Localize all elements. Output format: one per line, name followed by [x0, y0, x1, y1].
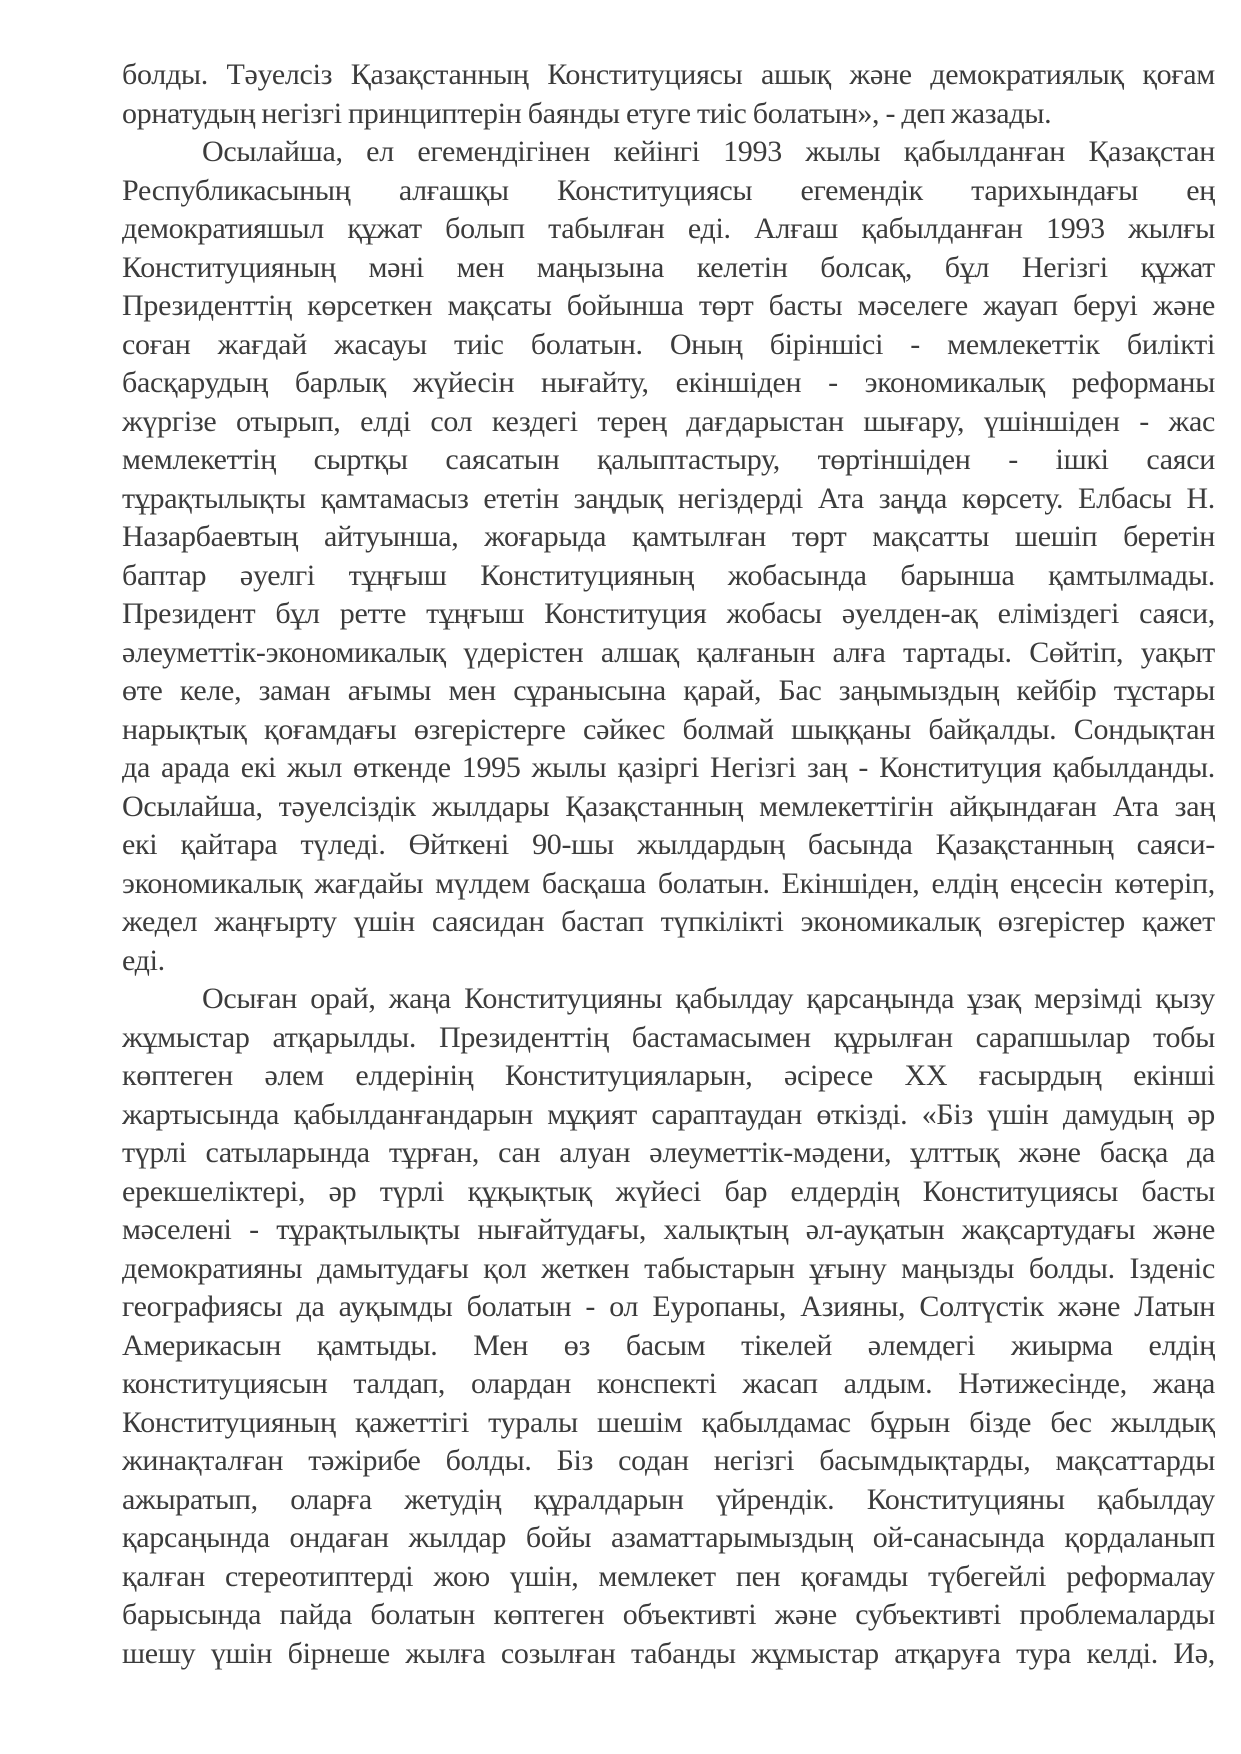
text-line: Назарбаевтың айтуынша, жоғарыда қамтылған төрт мақсатты шешіп беретін: [122, 520, 1215, 553]
paragraph-1: [122, 56, 1215, 133]
text-line: Осылайша, тәуелсіздік жылдары Қазақстанның мемлекеттігін айқындаған Ата заң: [122, 789, 1215, 823]
text-line: демократияны дамытудағы қол жеткен табыстарын ұғыну маңызды болды. Ізденіс: [122, 1251, 1215, 1285]
text-line: орнатудың негізгі принциптерін баянды етуге тиіс болатын», - деп жазады.: [122, 96, 1052, 130]
text-line: қарсаңында ондаған жылдар бойы азаматтарымыздың ой-санасында қордаланып: [122, 1521, 1215, 1554]
text-line: жұмыстар атқарылды. Президенттің бастамасымен құрылған сарапшылар тобы: [122, 1020, 1215, 1054]
text-line: шешу үшін бірнеше жылға созылған табанды жұмыстар атқаруға тура келді. Иә,: [122, 1636, 1215, 1670]
paragraph-3: [122, 980, 1215, 1673]
text-line: мәселені - тұрақтылықты нығайтудағы, халықтың әл-ауқатын жақсартудағы және: [122, 1213, 1215, 1246]
text-line: басқарудың барлық жүйесін нығайту, екіншіден - экономикалық реформаны: [122, 366, 1215, 399]
text-line: еді.: [122, 943, 165, 977]
text-line: қалған стереотиптерді жою үшін, мемлекет пен қоғамды түбегейлі реформалау: [122, 1559, 1215, 1593]
text-line: тұрақтылықты қамтамасыз ететін заңдық негіздерді Ата заңда көрсету. Елбасы Н.: [122, 481, 1215, 515]
text-line: екі қайтара түледі. Өйткені 90-шы жылдардың басында Қазақстанның саяси-: [122, 828, 1215, 861]
text-line: Америкасын қамтыды. Мен өз басым тікелей әлемдегі жиырма елдің: [122, 1328, 1215, 1362]
text-line: барысында пайда болатын көптеген объективті және субъективті проблемаларды: [122, 1598, 1215, 1631]
text-line: Президенттің көрсеткен мақсаты бойынша төрт басты мәселеге жауап беруі және: [122, 289, 1215, 322]
text-line: мемлекеттің сыртқы саясатын қалыптастыру, төртіншіден - ішкі саяси: [122, 443, 1215, 476]
text-line: нарықтық қоғамдағы өзгерістерге сәйкес болмай шыққаны байқалды. Сондықтан: [122, 712, 1215, 746]
text-line: ерекшеліктері, әр түрлі құқықтық жүйесі бар елдердің Конституциясы басты: [122, 1174, 1215, 1208]
paragraph-2: [122, 133, 1215, 980]
text-line: Конституцияның мәні мен маңызына келетін болсақ, бұл Негізгі құжат: [122, 250, 1215, 284]
text-line: демократияшыл құжат болып табылған еді. Алғаш қабылданған 1993 жылғы: [122, 212, 1215, 245]
text-line: Президент бұл ретте тұңғыш Конституция жобасы әуелден-ақ еліміздегі саяси,: [122, 597, 1215, 630]
text-line: әлеуметтік-экономикалық үдерістен алшақ қалғанын алға тартады. Сөйтіп, уақыт: [122, 635, 1215, 669]
text-line: да арада екі жыл өткенде 1995 жылы қазіргі Негізгі заң - Конституция қабылданды.: [122, 751, 1215, 784]
text-line: баптар әуелгі тұңғыш Конституцияның жобасында барынша қамтылмады.: [122, 558, 1215, 592]
text-line: жүргізе отырып, елді сол кездегі терең дағдарыстан шығару, үшіншіден - жас: [122, 404, 1215, 438]
text-line: экономикалық жағдайы мүлдем басқаша болатын. Екіншіден, елдің еңсесін көтеріп,: [122, 866, 1215, 900]
text-line: өте келе, заман ағымы мен сұранысына қарай, Бас заңымыздың кейбір тұстары: [122, 674, 1215, 707]
text-line: географиясы да ауқымды болатын - ол Еуропаны, Азияны, Солтүстік және Латын: [122, 1290, 1215, 1323]
text-line: жинақталған тәжірибе болды. Біз содан негізгі басымдықтарды, мақсаттарды: [122, 1444, 1215, 1477]
text-line: соған жағдай жасауы тиіс болатын. Оның біріншісі - мемлекеттік билікті: [122, 327, 1215, 361]
text-line: көптеген әлем елдерінің Конституцияларын, әсіресе ХХ ғасырдың екінші: [122, 1059, 1215, 1092]
text-line: Осыған орай, жаңа Конституцияны қабылдау қарсаңында ұзақ мерзімді қызу: [202, 982, 1215, 1015]
text-line: жедел жаңғырту үшін саясидан бастап түпкілікті экономикалық өзгерістер қажет: [122, 905, 1215, 938]
text-line: ажыратып, оларға жетудің құралдарын үйрендік. Конституцияны қабылдау: [122, 1482, 1215, 1516]
text-line: Республикасының алғашқы Конституциясы егемендік тарихындағы ең: [122, 173, 1215, 207]
text-line: конституциясын талдап, олардан конспекті жасап алдым. Нәтижесінде, жаңа: [122, 1367, 1215, 1400]
document-text: [122, 56, 1215, 1673]
text-line: жартысында қабылданғандарын мұқият сараптаудан өткізді. «Біз үшін дамудың әр: [122, 1097, 1215, 1131]
text-line: болды. Тәуелсіз Қазақстанның Конституциясы ашық және демократиялық қоғам: [122, 58, 1215, 91]
text-line: Осылайша, ел егемендігінен кейінгі 1993 жылы қабылданған Қазақстан: [202, 135, 1215, 168]
text-line: Конституцияның қажеттігі туралы шешім қабылдамас бұрын бізде бес жылдық: [122, 1405, 1215, 1439]
text-line: түрлі сатыларында тұрған, сан алуан әлеуметтік-мәдени, ұлттық және басқа да: [122, 1136, 1215, 1169]
